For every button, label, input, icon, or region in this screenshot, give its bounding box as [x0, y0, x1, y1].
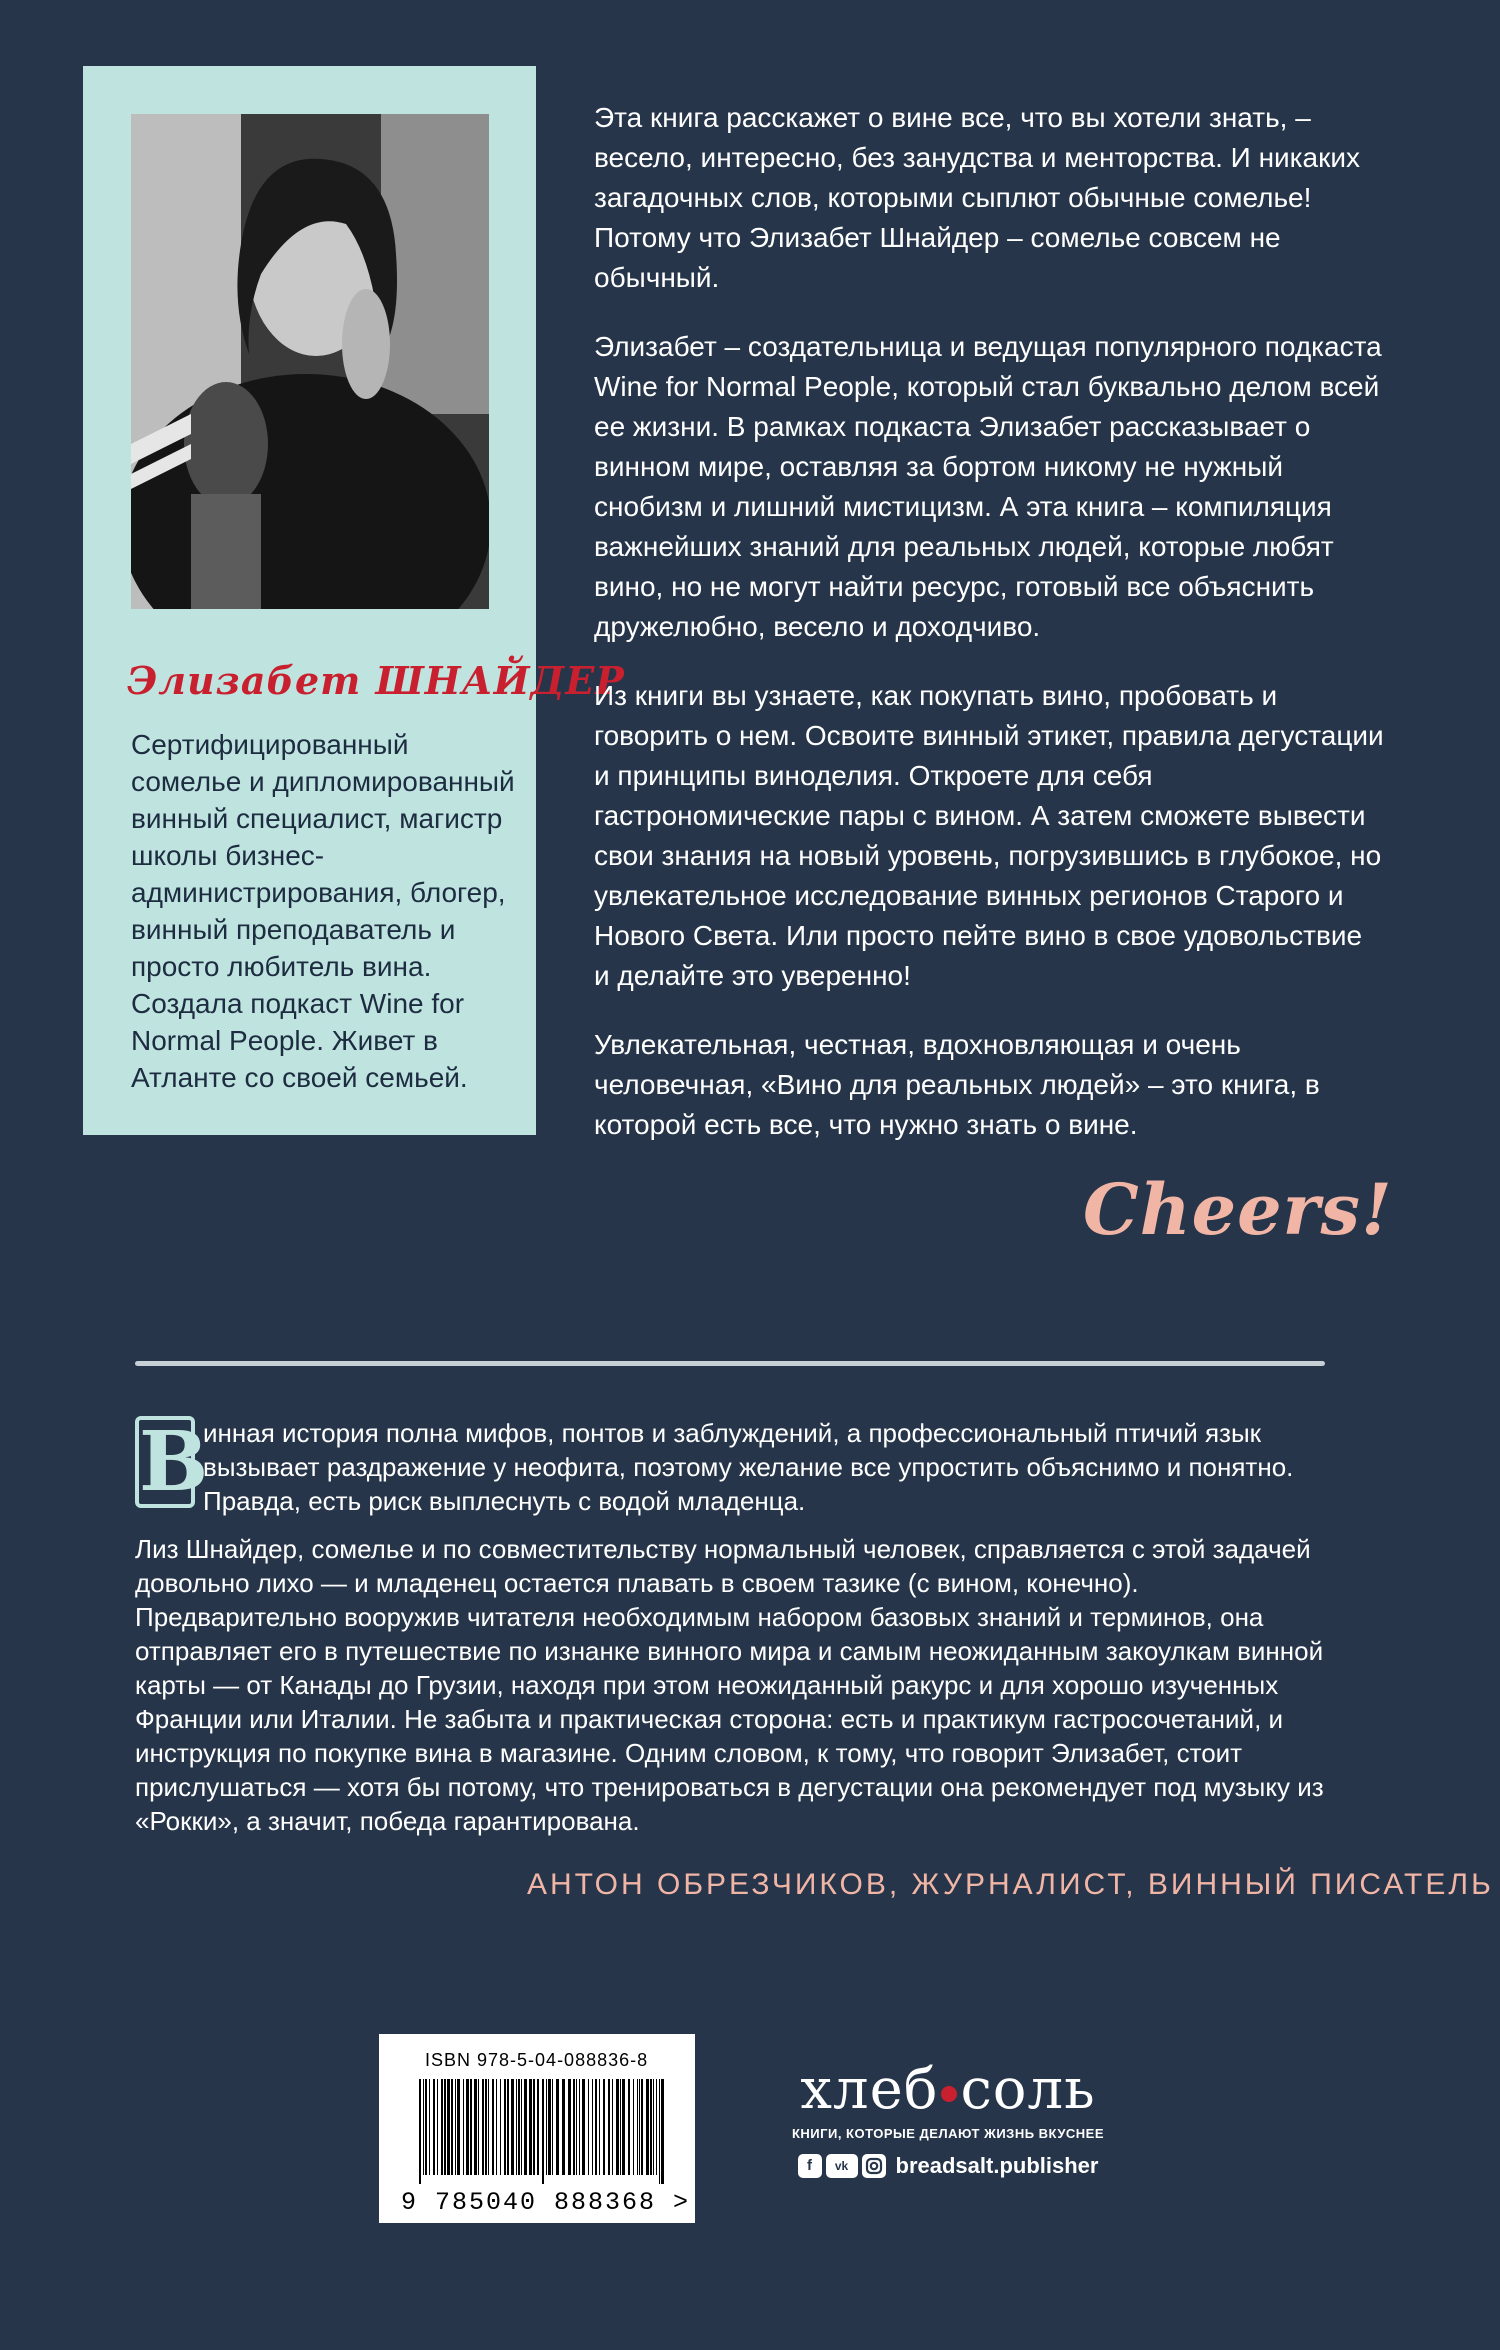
divider	[135, 1361, 1325, 1366]
barcode-bar	[608, 2079, 610, 2175]
barcode-bar	[542, 2079, 544, 2184]
barcode-bar	[656, 2079, 657, 2175]
barcode-bar	[562, 2079, 565, 2175]
barcode-bar	[500, 2079, 501, 2175]
review-lead	[135, 1416, 1335, 1518]
barcode-bar	[488, 2079, 489, 2175]
barcode-bar	[573, 2079, 575, 2175]
barcode-bar	[466, 2079, 469, 2175]
barcode-bar	[603, 2079, 605, 2175]
barcode-bar	[511, 2079, 514, 2175]
description-paragraph: Эта книга расскажет о вине все, что вы хотели знать, – весело, интересно, без занудства и менторства. И никаких загадочных слов, которыми сыплют обычные сомелье! Потому что Элизабет Шнайдер – сомелье совсем не обычный.	[594, 102, 1361, 293]
barcode-bar	[582, 2079, 585, 2175]
description-paragraph: Элизабет – создательница и ведущая популярного подкаста Wine for Normal People, который стал буквально делом всей ее жизни. В рамках подкаста Элизабет рассказывает о винном мире, оставляя за бортом никому не нужный снобизм и лишний мистицизм. А эта книга – компиляция важнейших знаний для реальных людей, которые любят вино, но не могут найти ресурс, готовый все объяснить дружелюбно, весело и доходчиво.	[594, 331, 1382, 642]
barcode-bar	[529, 2079, 532, 2175]
barcode-bar	[588, 2079, 589, 2175]
barcode-bar	[641, 2079, 643, 2175]
barcode-bar	[579, 2079, 580, 2175]
description-paragraph: Из книги вы узнаете, как покупать вино, пробовать и говорить о нем. Освоите винный этикет, правила дегустации и принципы виноделия. Откроете для себя гастрономические пары с вином. А затем сможете вывести свои знания на новый уровень, погрузившись в глубокое, но увлекательное исследование винных регионов Старого и Нового Света. Или просто пейте вино в свое удовольствие и делайте это уверенно!	[594, 680, 1384, 991]
barcode-bar	[474, 2079, 477, 2175]
barcode-bar	[599, 2079, 600, 2175]
barcode-bar	[482, 2079, 484, 2175]
barcode-bar	[433, 2079, 435, 2175]
barcode-bar	[552, 2079, 553, 2175]
barcode-bar	[653, 2079, 654, 2175]
barcode-box	[379, 2034, 695, 2223]
author-photo	[131, 114, 489, 609]
barcode-bar	[633, 2079, 634, 2175]
barcode-bar	[507, 2079, 509, 2175]
barcode-bar	[521, 2079, 522, 2175]
description-paragraph: Увлекательная, честная, вдохновляющая и очень человечная, «Вино для реальных людей» – это книга, в которой есть все, что нужно знать о вине.	[594, 1029, 1320, 1140]
barcode-bar	[546, 2079, 547, 2175]
barcode-bar	[518, 2079, 520, 2175]
barcode-bar	[646, 2079, 649, 2175]
barcode-bar	[425, 2079, 427, 2175]
barcode-bar	[447, 2079, 450, 2175]
barcode-bar	[548, 2079, 551, 2175]
review-author: АНТОН ОБРЕЗЧИКОВ, ЖУРНАЛИСТ, ВИННЫЙ ПИСАТЕЛЬ	[527, 1868, 1494, 1901]
barcode-bar	[568, 2079, 571, 2175]
barcode-bar	[628, 2079, 630, 2175]
barcode-bar	[444, 2079, 446, 2175]
barcode-digits: 9 785040 888368 >	[401, 2188, 691, 2217]
logo-word-left: хлеб	[800, 2057, 939, 2122]
publisher-block	[783, 2057, 1113, 2179]
review-lead-text: инная история полна мифов, понтов и заблуждений, а профессиональный птичий язык вызывает раздражение у неофита, поэтому желание все упростить объяснимо и понятно. Правда, есть риск выплеснуть с водой младенца.	[203, 1418, 1294, 1516]
instagram-icon[interactable]	[862, 2154, 886, 2178]
barcode-bar	[637, 2079, 638, 2175]
barcode-bar	[485, 2079, 487, 2175]
barcode-bar	[537, 2079, 539, 2175]
barcode-bar	[423, 2079, 424, 2175]
barcode-bar	[504, 2079, 506, 2175]
barcode-bar	[616, 2079, 619, 2175]
facebook-icon[interactable]: f	[798, 2154, 822, 2178]
barcode-bar	[661, 2079, 664, 2184]
barcode-bar	[463, 2079, 464, 2175]
author-panel	[83, 66, 625, 1135]
barcode-bar	[576, 2079, 577, 2175]
barcode-bar	[556, 2079, 559, 2175]
barcode-bar	[524, 2079, 527, 2175]
barcode-bar	[441, 2079, 443, 2175]
barcode-bar	[429, 2079, 430, 2175]
barcode-bar	[492, 2079, 494, 2175]
barcode-bar	[595, 2079, 597, 2175]
barcode-bars	[417, 2079, 667, 2184]
barcode-bar	[533, 2079, 535, 2175]
barcode-bar	[478, 2079, 479, 2175]
cheers-signature: Cheers!	[1083, 1168, 1393, 1251]
barcode-bar	[516, 2079, 517, 2175]
barcode-bar	[455, 2079, 456, 2175]
isbn-number: ISBN 978-5-04-088836-8	[425, 2050, 649, 2070]
barcode-bar	[419, 2079, 421, 2184]
publisher-handle[interactable]: breadsalt.publisher	[895, 2153, 1099, 2178]
book-description	[594, 98, 1384, 1174]
barcode-bar	[639, 2079, 640, 2175]
barcode-bar	[592, 2079, 593, 2175]
barcode-bar	[451, 2079, 453, 2175]
logo-word-right: соль	[960, 2057, 1096, 2122]
barcode-bar	[496, 2079, 497, 2175]
barcode-bar	[659, 2079, 660, 2184]
barcode-bar	[620, 2079, 621, 2175]
logo-dot-icon	[941, 2086, 957, 2102]
barcode-bar	[470, 2079, 472, 2175]
social-row	[783, 2153, 1113, 2179]
publisher-tagline: КНИГИ, КОТОРЫЕ ДЕЛАЮТ ЖИЗНЬ ВКУСНЕЕ	[791, 2126, 1105, 2141]
barcode-bar	[650, 2079, 652, 2175]
vk-icon[interactable]: vk	[826, 2154, 858, 2178]
author-name: Элизабет ШНАЙДЕР	[127, 658, 625, 703]
barcode-bar	[622, 2079, 625, 2175]
review-dropcap: В	[135, 1416, 195, 1508]
barcode-bar	[437, 2079, 438, 2175]
barcode-bar	[457, 2079, 460, 2175]
review-body: Лиз Шнайдер, сомелье и по совместительству нормальный человек, справляется с этой задачей довольно лихо — и младенец остается плавать в своем тазике (с вином, конечно). Предварительно вооружив читателя необходимым набором базовых знаний и терминов, она отправляет его в путешествие по изнанке винного мира и самым неожиданным закоулкам винной карты — от Канады до Грузии, находя при этом неожиданный ракурс и для хорошо изученных Франции или Италии. Не забыта и практическая сторона: есть и практикум гастросочетаний, и инструкция по покупке вина в магазине. Одним словом, к тому, что говорит Элизабет, стоит прислушаться — хотя бы потому, что тренироваться в дегустации она рекомендует под музыку из «Рокки», а значит, победа гарантирована.	[135, 1534, 1324, 1836]
barcode-bar	[612, 2079, 613, 2175]
publisher-logo	[783, 2057, 1113, 2122]
author-bio: Сертифицированный сомелье и дипломированный винный специалист, магистр школы бизнес-администрирования, блогер, винный преподаватель и просто любитель вина. Создала подкаст Wine for Normal People. Живет в Атланте со своей семьей.	[131, 729, 515, 1093]
